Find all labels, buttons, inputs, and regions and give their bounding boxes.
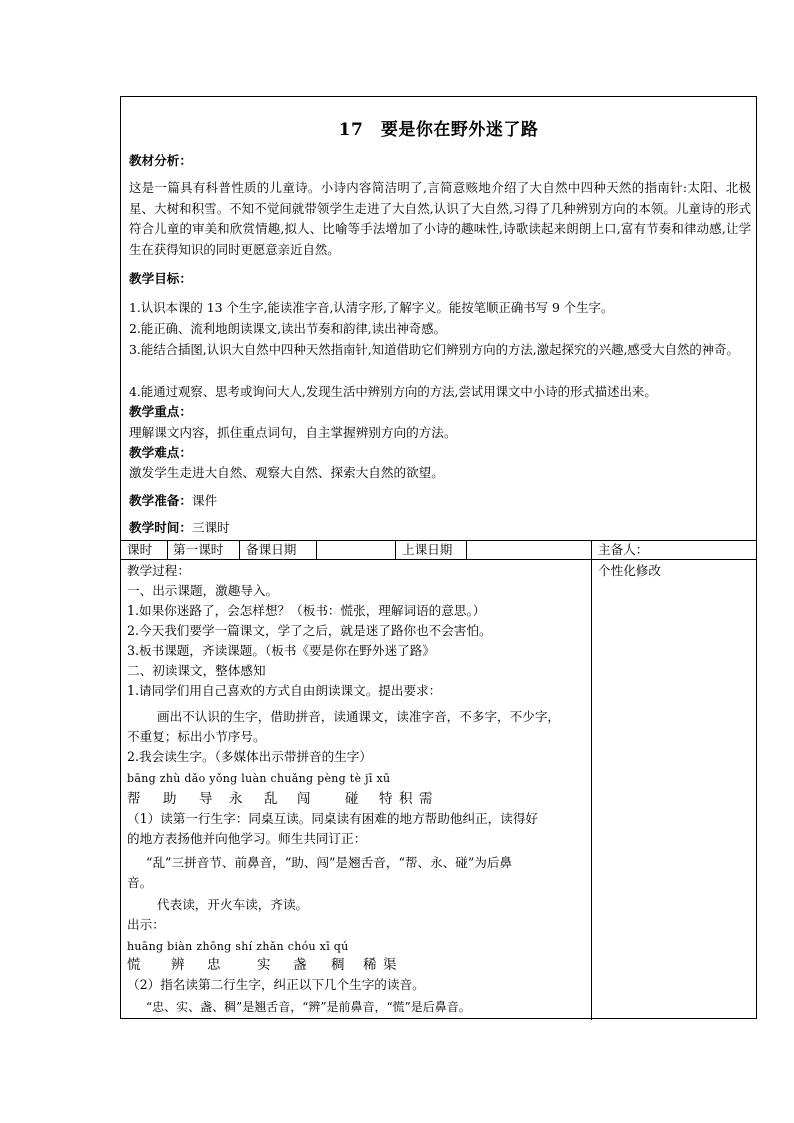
prep-label: 教学准备：	[129, 493, 192, 508]
col-divider	[316, 540, 317, 559]
hanzi-char: 需	[419, 791, 433, 807]
pinyin-row-1: bāng zhù dǎo yǒng luàn chuǎng pèng tè jī xū	[127, 772, 391, 785]
goal-2: 2.能正确、流利地朗读课文,读出节奏和韵律,读出神奇感。	[129, 321, 447, 336]
process-line: 代表读，开火车读，齐读。	[157, 897, 309, 912]
lesson-plan-table	[120, 96, 757, 1019]
hanzi-char: 助	[163, 791, 177, 807]
time-row	[129, 518, 230, 538]
process-line: （2）指名读第二行生字，纠正以下几个生字的读音。	[127, 977, 425, 992]
hanzi-char: 稀	[363, 957, 377, 973]
prep-row	[129, 491, 217, 511]
hanzi-char: 导	[199, 791, 213, 807]
difficulty-text: 激发学生走进大自然、观察大自然、探索大自然的欲望。	[129, 465, 444, 480]
section-2: 二、初读课文，整体感知	[127, 663, 266, 678]
hanzi-char: 帮	[127, 791, 141, 807]
process-line: 2.我会读生字。（多媒体出示带拼音的生字）	[127, 749, 372, 764]
process-line: 不重复；标出小节序号。	[127, 729, 266, 744]
time-label: 教学时间：	[129, 520, 192, 535]
hanzi-char: 稠	[331, 957, 345, 973]
hanzi-char: 碰	[345, 791, 359, 807]
preparer-label: 主备人：	[598, 542, 649, 557]
col-divider	[395, 540, 396, 559]
process-line: 2.今天我们要学一篇课文，学了之后，就是迷了路你也不会害怕。	[127, 623, 492, 638]
period-label: 课时	[127, 542, 153, 557]
analysis-label: 教材分析：	[129, 153, 192, 168]
analysis-text: 这是一篇具有科普性质的儿童诗。小诗内容简洁明了,言简意赅地介绍了大自然中四种天然的指南针:太阳、北极星、大树和积雪。不知不觉间就带领学生走进了大自然,认识了大自然,习得了几种辨别方向的本领。儿童诗的形式符合儿童的审美和欣赏情趣,拟人、比喻等手法增加了小诗的趣味性,诗歌读起来朗朗上口,富有节奏和律动感,让学生在获得知识的同时更愿意亲近自然。	[129, 180, 751, 257]
key-text: 理解课文内容，抓住重点词句，自主掌握辨别方向的方法。	[129, 425, 457, 440]
personalized-edit-label: 个性化修改	[598, 563, 661, 578]
time-value: 三课时	[191, 520, 230, 535]
process-line: 的地方表扬他并向他学习。师生共同订正：	[127, 831, 367, 846]
hanzi-char: 乱	[264, 791, 278, 807]
process-line: 音。	[127, 875, 153, 890]
hanzi-char: 忠	[207, 957, 221, 973]
process-line: 3.板书课题，齐读课题。（板书《要是你在野外迷了路》	[127, 643, 435, 658]
key-label: 教学重点：	[129, 404, 192, 419]
col-divider	[239, 540, 240, 559]
hanzi-char: 渠	[383, 957, 397, 973]
process-line: “忠、实、盏、稠”是翘舌音，“辨”是前鼻音，“慌”是后鼻音。	[146, 1000, 471, 1014]
hanzi-char: 闯	[297, 791, 311, 807]
prep-value: 课件	[191, 493, 218, 508]
col-divider	[466, 540, 467, 559]
process-heading: 教学过程：	[127, 563, 190, 578]
difficulty-label: 教学难点：	[129, 445, 192, 460]
period-value: 第一课时	[173, 542, 224, 557]
hanzi-char: 特	[379, 791, 393, 807]
section-1: 一、出示课题，激趣导入。	[127, 583, 279, 598]
hanzi-char: 盏	[293, 957, 307, 973]
process-line: （1）读第一行生字：同桌互读。同桌读有困难的地方帮助他纠正，读得好	[127, 811, 539, 826]
goals-label: 教学目标：	[129, 271, 192, 286]
hanzi-char: 积	[399, 791, 413, 807]
hanzi-char: 辨	[171, 957, 185, 973]
col-divider	[167, 540, 168, 559]
pinyin-row-2: huāng biàn zhōng shí zhǎn chóu xī qú	[127, 940, 349, 953]
process-line: 1.如果你迷路了，会怎样想？（板书：慌张，理解词语的意思。）	[127, 603, 486, 618]
process-line: 画出不认识的生字，借助拼音，读通课文，读准字音，不多字，不少字，	[157, 709, 560, 724]
process-line: “乱”三拼音节、前鼻音，“助、闯”是翘舌音，“帮、永、碰”为后鼻	[146, 855, 513, 870]
goal-4: 4.能通过观察、思考或询问大人,发现生活中辨别方向的方法,尝试用课文中小诗的形式描述出来。	[129, 384, 657, 399]
hanzi-char: 实	[257, 957, 271, 973]
goal-1: 1.认识本课的 13 个生字,能读准字音,认清字形,了解字义。能按笔顺正确书写 9 个生字。	[129, 300, 614, 315]
hanzi-char: 慌	[127, 957, 141, 973]
hanzi-char: 永	[229, 791, 243, 807]
goal-3: 3.能结合插图,认识大自然中四种天然指南针,知道借助它们辨别方向的方法,激起探究的兴趣,感受大自然的神奇。	[129, 342, 739, 357]
page-title: 17 要是你在野外迷了路	[338, 120, 539, 140]
process-line: 出示：	[127, 917, 165, 932]
side-column-divider	[591, 540, 592, 1020]
prep-date-label: 备课日期	[246, 542, 297, 557]
process-line: 1.请同学们用自己喜欢的方式自由朗读课文。提出要求：	[127, 683, 442, 698]
class-date-label: 上课日期	[402, 542, 453, 557]
